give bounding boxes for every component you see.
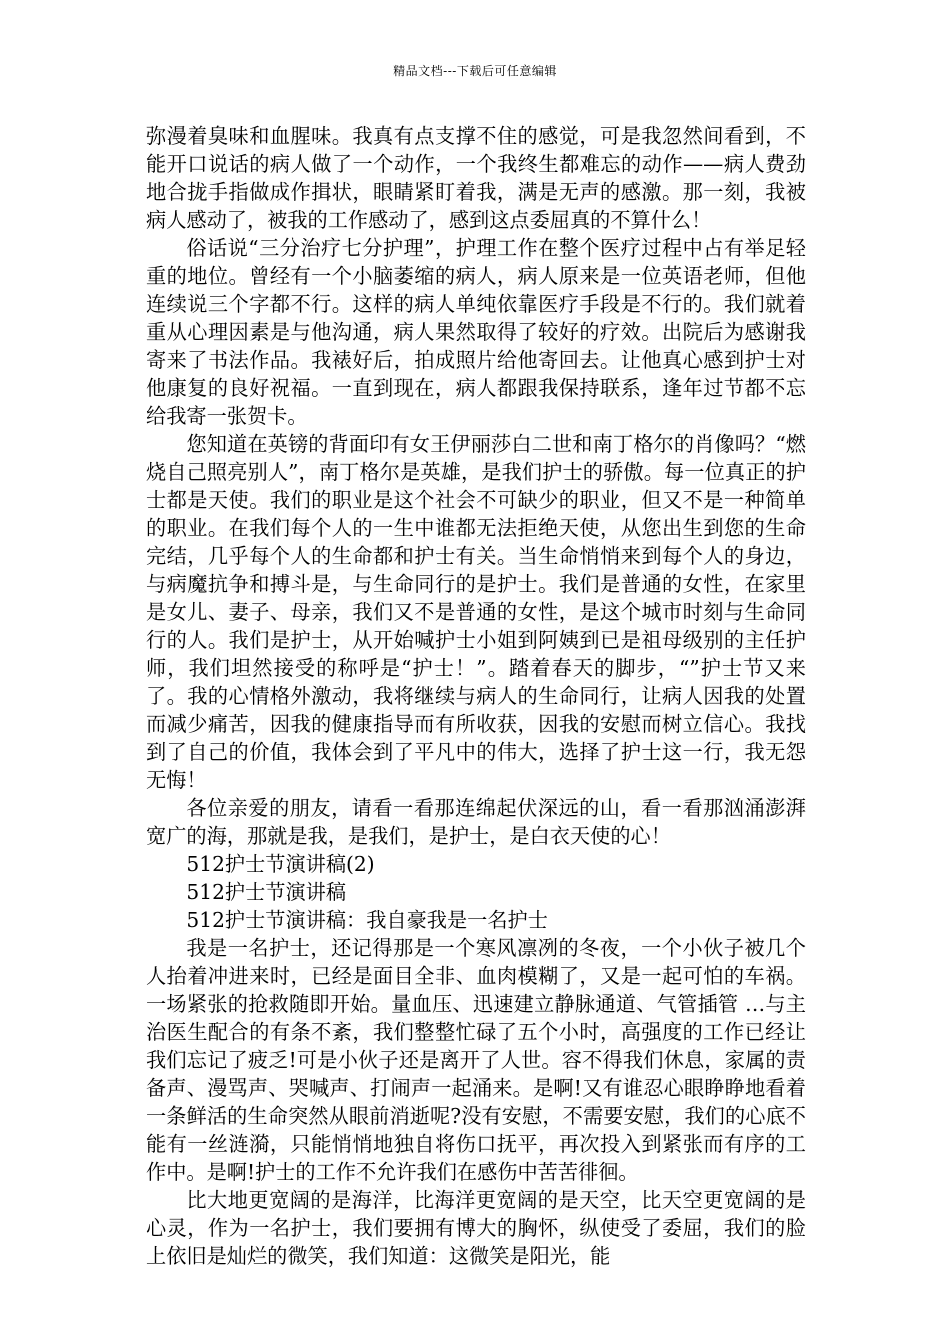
page-header: 精品文档---下载后可任意编辑 (393, 64, 557, 78)
section-title: 512护士节演讲稿 (186, 880, 347, 904)
paragraph: 我是一名护士，还记得那是一个寒风凛冽的冬夜，一个小伙子被几个人抬着冲进来时，已经是面目全非、血肉模糊了，又是一起可怕的车祸。一场紧张的抢救随即开始。量血压、迅速建立静脉通道、气管插管 …与主治医生配合的有条不紊，我们整整忙碌了五个小时，高强度的工作已经让我们忘记了疲乏!可是小伙子还是离开了人世。容不得我们休息，家属的责备声、漫骂声、哭喊声、打闹声一起涌来。是啊!又有谁忍心眼睁睁地看着一条鲜活的生命突然从眼前消逝呢?没有安慰，不需要安慰，我们的心底不能有一丝涟漪，只能悄悄地独自将伤口抚平，再次投入到紧张而有序的工作中。是啊!护士的工作不允许我们在感伤中苦苦徘徊。 (146, 936, 806, 1184)
paragraph: 您知道在英镑的背面印有女王伊丽莎白二世和南丁格尔的肖像吗？“燃烧自己照亮别人”，南丁格尔是英雄，是我们护士的骄傲。每一位真正的护士都是天使。我们的职业是这个社会不可缺少的职业，但又不是一种简单的职业。在我们每个人的一生中谁都无法拒绝天使，从您出生到您的生命完结，几乎每个人的生命都和护士有关。当生命悄悄来到每个人的身边，与病魔抗争和搏斗是，与生命同行的是护士。我们是普通的女性，在家里是女儿、妻子、母亲，我们又不是普通的女性，是这个城市时刻与生命同行的人。我们是护士，从开始喊护士小姐到阿姨到已是祖母级别的主任护师，我们坦然接受的称呼是“护士！”。踏着春天的脚步，“”护士节又来了。我的心情格外激动，我将继续与病人的生命同行，让病人因我的处置而减少痛苦，因我的健康指导而有所收获，因我的安慰而树立信心。我找到了自己的价值，我体会到了平凡中的伟大，选择了护士这一行，我无怨无悔！ (146, 432, 806, 792)
document-body (146, 122, 806, 1270)
section-title: 512护士节演讲稿(2) (186, 852, 375, 876)
paragraph: 俗话说“三分治疗七分护理”，护理工作在整个医疗过程中占有举足轻重的地位。曾经有一个小脑萎缩的病人，病人原来是一位英语老师，但他连续说三个字都不行。这样的病人单纯依靠医疗手段是不行的。我们就着重从心理因素是与他沟通，病人果然取得了较好的疗效。出院后为感谢我寄来了书法作品。我裱好后，拍成照片给他寄回去。让他真心感到护士对他康复的良好祝福。一直到现在，病人都跟我保持联系，逢年过节都不忘给我寄一张贺卡。 (146, 236, 806, 428)
paragraph: 比大地更宽阔的是海洋，比海洋更宽阔的是天空，比天空更宽阔的是心灵，作为一名护士，我们要拥有博大的胸怀，纵使受了委屈，我们的脸上依旧是灿烂的微笑，我们知道：这微笑是阳光，能 (146, 1188, 806, 1268)
paragraph: 各位亲爱的朋友，请看一看那连绵起伏深远的山，看一看那汹涌澎湃宽广的海，那就是我，是我们，是护士，是白衣天使的心！ (146, 796, 806, 848)
paragraph: 弥漫着臭味和血腥味。我真有点支撑不住的感觉，可是我忽然间看到，不能开口说话的病人做了一个动作，一个我终生都难忘的动作——病人费劲地合拢手指做成作揖状，眼睛紧盯着我，满是无声的感激。那一刻，我被病人感动了，被我的工作感动了，感到这点委屈真的不算什么！ (146, 124, 806, 232)
section-title: 512护士节演讲稿：我自豪我是一名护士 (186, 908, 548, 932)
